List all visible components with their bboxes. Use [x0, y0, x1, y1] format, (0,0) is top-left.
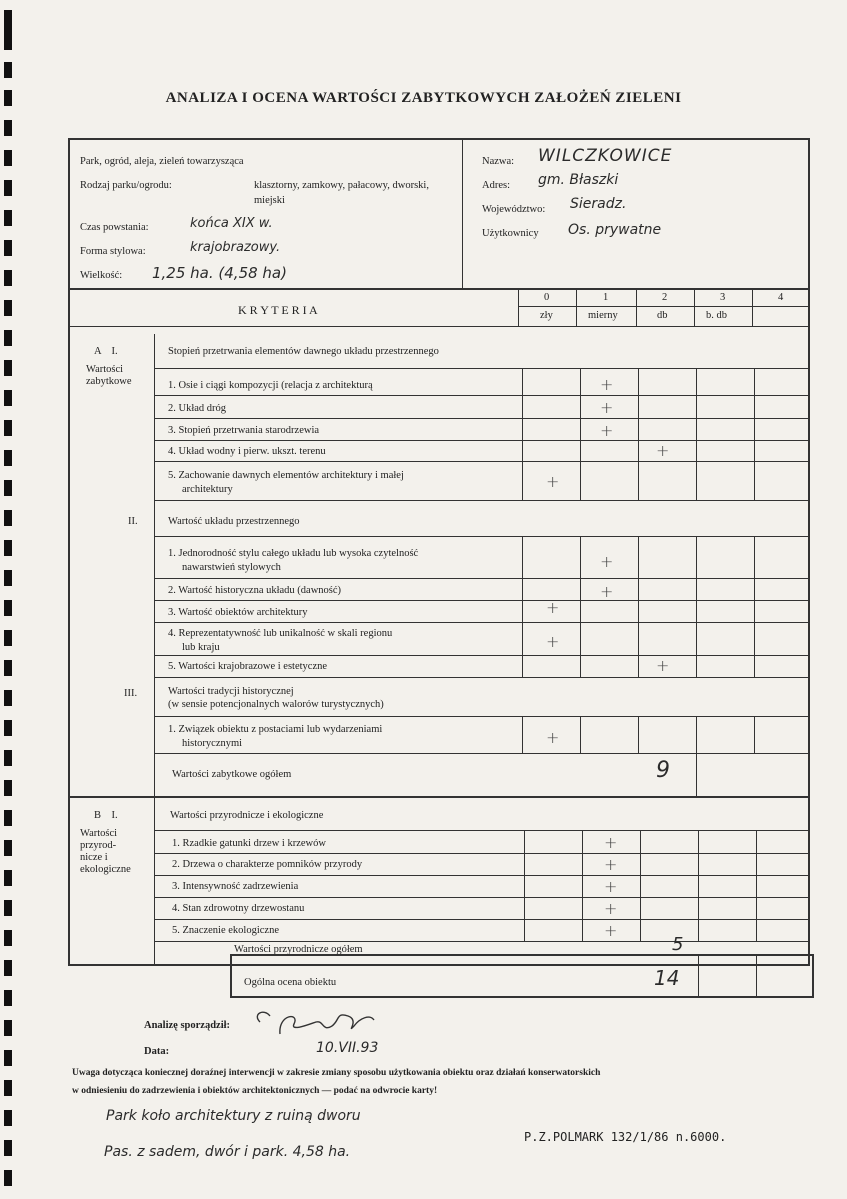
row-a2-1-line2: nawarstwień stylowych	[182, 562, 281, 573]
row-b-1: 1. Rzadkie gatunki drzew i krzewów	[172, 838, 326, 849]
rating-mark: +	[546, 598, 560, 617]
wojewodztwo-value: Sieradz.	[570, 196, 627, 212]
row-a1-2: 2. Układ dróg	[168, 403, 227, 414]
row-a2-1: 1. Jednorodność stylu całego układu lub wysoka czytelność	[168, 548, 419, 559]
total-zabytkowe-label: Wartości zabytkowe ogółem	[172, 769, 292, 780]
rodzaj-options: klasztorny, zamkowy, pałacowy, dworski,	[254, 180, 429, 191]
nazwa-value: WILCZKOWICE	[538, 146, 673, 166]
binder-mark	[4, 1110, 12, 1126]
binder-mark	[4, 180, 12, 196]
rating-mark: +	[656, 656, 670, 675]
row-b-5: 5. Znaczenie ekologiczne	[172, 925, 279, 936]
binder-mark	[4, 270, 12, 286]
section-a-label-2: zabytkowe	[86, 376, 132, 387]
uwaga-line-1: Uwaga dotycząca koniecznej doraźnej interwencji w zakresie zmiany sposobu użytkowania obiektu oraz działań konserwatorskich	[72, 1068, 601, 1078]
adres-value: gm. Błaszki	[538, 172, 619, 188]
adres-label: Adres:	[482, 180, 510, 191]
binder-mark	[4, 420, 12, 436]
row-a2-2: 2. Wartość historyczna układu (dawność)	[168, 585, 342, 596]
rating-mark: +	[600, 375, 614, 394]
binder-mark	[4, 62, 12, 78]
binder-mark	[4, 810, 12, 826]
binder-mark	[4, 1170, 12, 1186]
binder-mark	[4, 120, 12, 136]
binder-mark	[4, 450, 12, 466]
binder-mark	[4, 930, 12, 946]
section-b-label-1: Wartości	[80, 828, 118, 839]
rating-mark: +	[600, 421, 614, 440]
group-ii-title: Wartość układu przestrzennego	[168, 516, 300, 527]
rating-mark: +	[604, 921, 618, 940]
rating-mark: +	[604, 877, 618, 896]
total-zabytkowe-value: 9	[656, 758, 670, 783]
row-b-4: 4. Stan zdrowotny drzewostanu	[172, 903, 305, 914]
ogolna-ocena-label: Ogólna ocena obiektu	[244, 977, 337, 988]
row-a1-5: 5. Zachowanie dawnych elementów architektury i małej	[168, 470, 404, 481]
binder-mark	[4, 150, 12, 166]
binder-mark	[4, 390, 12, 406]
row-b-2: 2. Drzewa o charakterze pomników przyrody	[172, 859, 363, 870]
ogolna-ocena-box	[230, 954, 814, 998]
row-a1-3: 3. Stopień przetrwania starodrzewia	[168, 425, 320, 436]
ogolna-ocena-value: 14	[654, 966, 680, 990]
uzytkownicy-value: Os. prywatne	[568, 222, 662, 238]
group-iii-num: III.	[124, 688, 138, 699]
binder-mark	[4, 1020, 12, 1036]
binder-mark	[4, 1050, 12, 1066]
section-b-label-4: ekologiczne	[80, 864, 131, 875]
row-a1-5-line2: architektury	[182, 484, 233, 495]
binder-mark	[4, 570, 12, 586]
col-0-num: 0	[544, 292, 550, 303]
group-i-title: Stopień przetrwania elementów dawnego układu przestrzennego	[168, 346, 439, 357]
group-b-title: Wartości przyrodnicze i ekologiczne	[170, 810, 324, 821]
binder-mark	[4, 960, 12, 976]
row-a3-1-line2: historycznymi	[182, 738, 243, 749]
binder-mark	[4, 840, 12, 856]
binder-mark	[4, 10, 12, 50]
binder-mark	[4, 630, 12, 646]
uzytkownicy-label: Użytkownicy	[482, 228, 539, 239]
forma-label: Forma stylowa:	[80, 246, 146, 257]
row-a2-5: 5. Wartości krajobrazowe i estetyczne	[168, 661, 328, 672]
binder-mark	[4, 750, 12, 766]
rating-mark: +	[604, 855, 618, 874]
binder-mark	[4, 300, 12, 316]
wojewodztwo-label: Województwo:	[482, 204, 546, 215]
rating-mark: +	[604, 833, 618, 852]
col-4-num: 4	[778, 292, 784, 303]
col-2-num: 2	[662, 292, 668, 303]
binder-mark	[4, 1080, 12, 1096]
row-a2-4: 4. Reprezentatywność lub unikalność w skali regionu	[168, 628, 393, 639]
rating-mark: +	[546, 472, 560, 491]
note-line-2: Pas. z sadem, dwór i park. 4,58 ha.	[104, 1144, 351, 1160]
note-line-1: Park koło architektury z ruiną dworu	[106, 1108, 361, 1124]
rodzaj-label: Rodzaj parku/ogrodu:	[80, 180, 172, 191]
nazwa-label: Nazwa:	[482, 156, 515, 167]
uwaga-line-2: w odniesieniu do zadrzewienia i obiektów architektonicznych — podać na odwrocie karty!	[72, 1086, 438, 1096]
forma-value: krajobrazowy.	[190, 240, 281, 255]
binder-mark	[4, 210, 12, 226]
col-0-label: zły	[540, 310, 553, 321]
czas-value: końca XIX w.	[190, 216, 273, 231]
binder-mark	[4, 1140, 12, 1156]
rating-mark: +	[546, 632, 560, 651]
page-title: ANALIZA I OCENA WARTOŚCI ZABYTKOWYCH ZAŁOŻEŃ ZIELENI	[165, 90, 682, 106]
group-ii-num: II.	[128, 516, 138, 527]
type-line: Park, ogród, aleja, zieleń towarzysząca	[80, 156, 244, 167]
printer-mark: P.Z.POLMARK 132/1/86 n.6000.	[524, 1130, 727, 1144]
row-b-3: 3. Intensywność zadrzewienia	[172, 881, 299, 892]
rating-mark: +	[600, 552, 614, 571]
binder-mark	[4, 900, 12, 916]
section-b: B I.	[94, 810, 118, 821]
binder-mark	[4, 480, 12, 496]
row-a1-4: 4. Układ wodny i pierw. ukszt. terenu	[168, 446, 326, 457]
data-value: 10.VII.93	[316, 1040, 379, 1056]
kryteria-label: K R Y T E R I A	[238, 303, 318, 317]
binder-mark	[4, 870, 12, 886]
wielkosc-value: 1,25 ha. (4,58 ha)	[152, 264, 287, 282]
col-1-label: mierny	[588, 310, 618, 321]
analize-label: Analizę sporządził:	[144, 1020, 231, 1031]
binder-mark	[4, 720, 12, 736]
data-label: Data:	[144, 1046, 170, 1057]
section-a: A I.	[94, 346, 118, 357]
rating-mark: +	[600, 398, 614, 417]
signature	[250, 1004, 390, 1044]
rating-mark: +	[600, 582, 614, 601]
col-3-label: b. db	[706, 310, 727, 321]
section-a-label-1: Wartości	[86, 364, 124, 375]
binder-mark	[4, 540, 12, 556]
col-2-label: db	[657, 310, 668, 321]
section-b-label-3: nicze i	[80, 852, 108, 863]
binder-mark	[4, 690, 12, 706]
group-iii-title-1: Wartości tradycji historycznej	[168, 686, 294, 697]
section-b-label-2: przyrod-	[80, 840, 117, 851]
binder-mark	[4, 330, 12, 346]
col-3-num: 3	[720, 292, 726, 303]
binder-mark	[4, 600, 12, 616]
rating-mark: +	[546, 728, 560, 747]
row-a2-4-line2: lub kraju	[182, 642, 220, 653]
total-przyrodnicze-label: Wartości przyrodnicze ogółem	[234, 944, 363, 955]
binder-mark	[4, 360, 12, 376]
binder-mark	[4, 990, 12, 1006]
binder-mark	[4, 240, 12, 256]
group-iii-title-2: (w sensie potencjonalnych walorów turystycznych)	[168, 699, 384, 710]
wielkosc-label: Wielkość:	[80, 270, 123, 281]
rating-mark: +	[656, 441, 670, 460]
binder-mark	[4, 660, 12, 676]
total-przyrodnicze-value: 5	[672, 934, 684, 955]
czas-label: Czas powstania:	[80, 222, 149, 233]
col-1-num: 1	[603, 292, 609, 303]
rodzaj-options-2: miejski	[254, 195, 285, 206]
rating-mark: +	[604, 899, 618, 918]
row-a1-1: 1. Osie i ciągi kompozycji (relacja z architekturą	[168, 380, 373, 391]
row-a3-1: 1. Związek obiektu z postaciami lub wydarzeniami	[168, 724, 383, 735]
binder-mark	[4, 780, 12, 796]
row-a2-3: 3. Wartość obiektów architektury	[168, 607, 308, 618]
binder-mark	[4, 510, 12, 526]
